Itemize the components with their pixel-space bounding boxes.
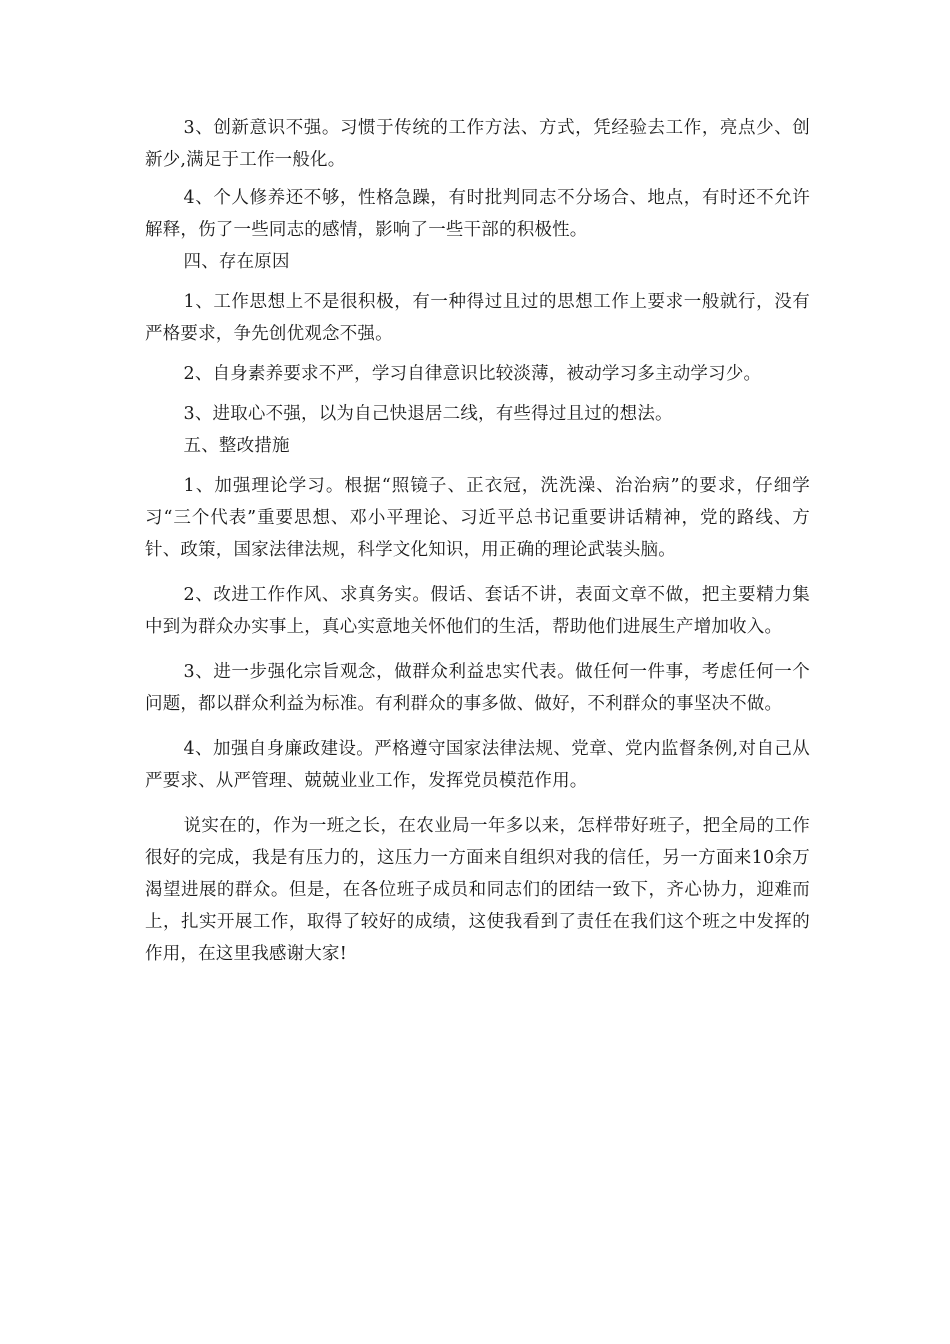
paragraph-measure-1: 1、加强理论学习。根据“照镜子、正衣冠，洗洗澡、治治病”的要求，仔细学习“三个代表”重要思想、邓小平理论、习近平总书记重要讲话精神，党的路线、方针、政策，国家法律法规，科学文化知识，用正确的理论武装头脑。	[145, 476, 810, 560]
paragraph-cause-3: 3、进取心不强，以为自己快退居二线，有些得过且过的想法。	[183, 404, 673, 424]
section-heading-measures: 五、整改措施	[183, 436, 290, 456]
section-heading-causes: 四、存在原因	[183, 252, 290, 272]
paragraph-measure-2: 2、改进工作作风、求真务实。假话、套话不讲，表面文章不做，把主要精力集中到为群众办实事上，真心实意地关怀他们的生活，帮助他们进展生产增加收入。	[145, 585, 810, 637]
paragraph-measure-4: 4、加强自身廉政建设。严格遵守国家法律法规、党章、党内监督条例,对自己从严要求、从严管理、兢兢业业工作，发挥党员模范作用。	[145, 739, 810, 791]
paragraph-self-cultivation: 4、个人修养还不够，性格急躁，有时批判同志不分场合、地点，有时还不允许解释，伤了一些同志的感情，影响了一些干部的积极性。	[145, 188, 810, 240]
paragraph-closing: 说实在的，作为一班之长，在农业局一年多以来，怎样带好班子，把全局的工作很好的完成，我是有压力的，这压力一方面来自组织对我的信任，另一方面来10余万渴望进展的群众。但是，在各位班子成员和同志们的团结一致下，齐心协力，迎难而上，扎实开展工作，取得了较好的成绩，这使我看到了责任在我们这个班之中发挥的作用，在这里我感谢大家!	[145, 816, 810, 964]
paragraph-innovation: 3、创新意识不强。习惯于传统的工作方法、方式，凭经验去工作，亮点少、创新少,满足于工作一般化。	[145, 118, 810, 170]
paragraph-measure-3: 3、进一步强化宗旨观念，做群众利益忠实代表。做任何一件事，考虑任何一个问题，都以群众利益为标准。有利群众的事多做、做好，不利群众的事坚决不做。	[145, 662, 810, 714]
document-body	[145, 112, 810, 970]
paragraph-cause-1: 1、工作思想上不是很积极，有一种得过且过的思想工作上要求一般就行，没有严格要求，争先创优观念不强。	[145, 292, 810, 344]
paragraph-cause-2: 2、自身素养要求不严，学习自律意识比较淡薄，被动学习多主动学习少。	[183, 364, 762, 384]
